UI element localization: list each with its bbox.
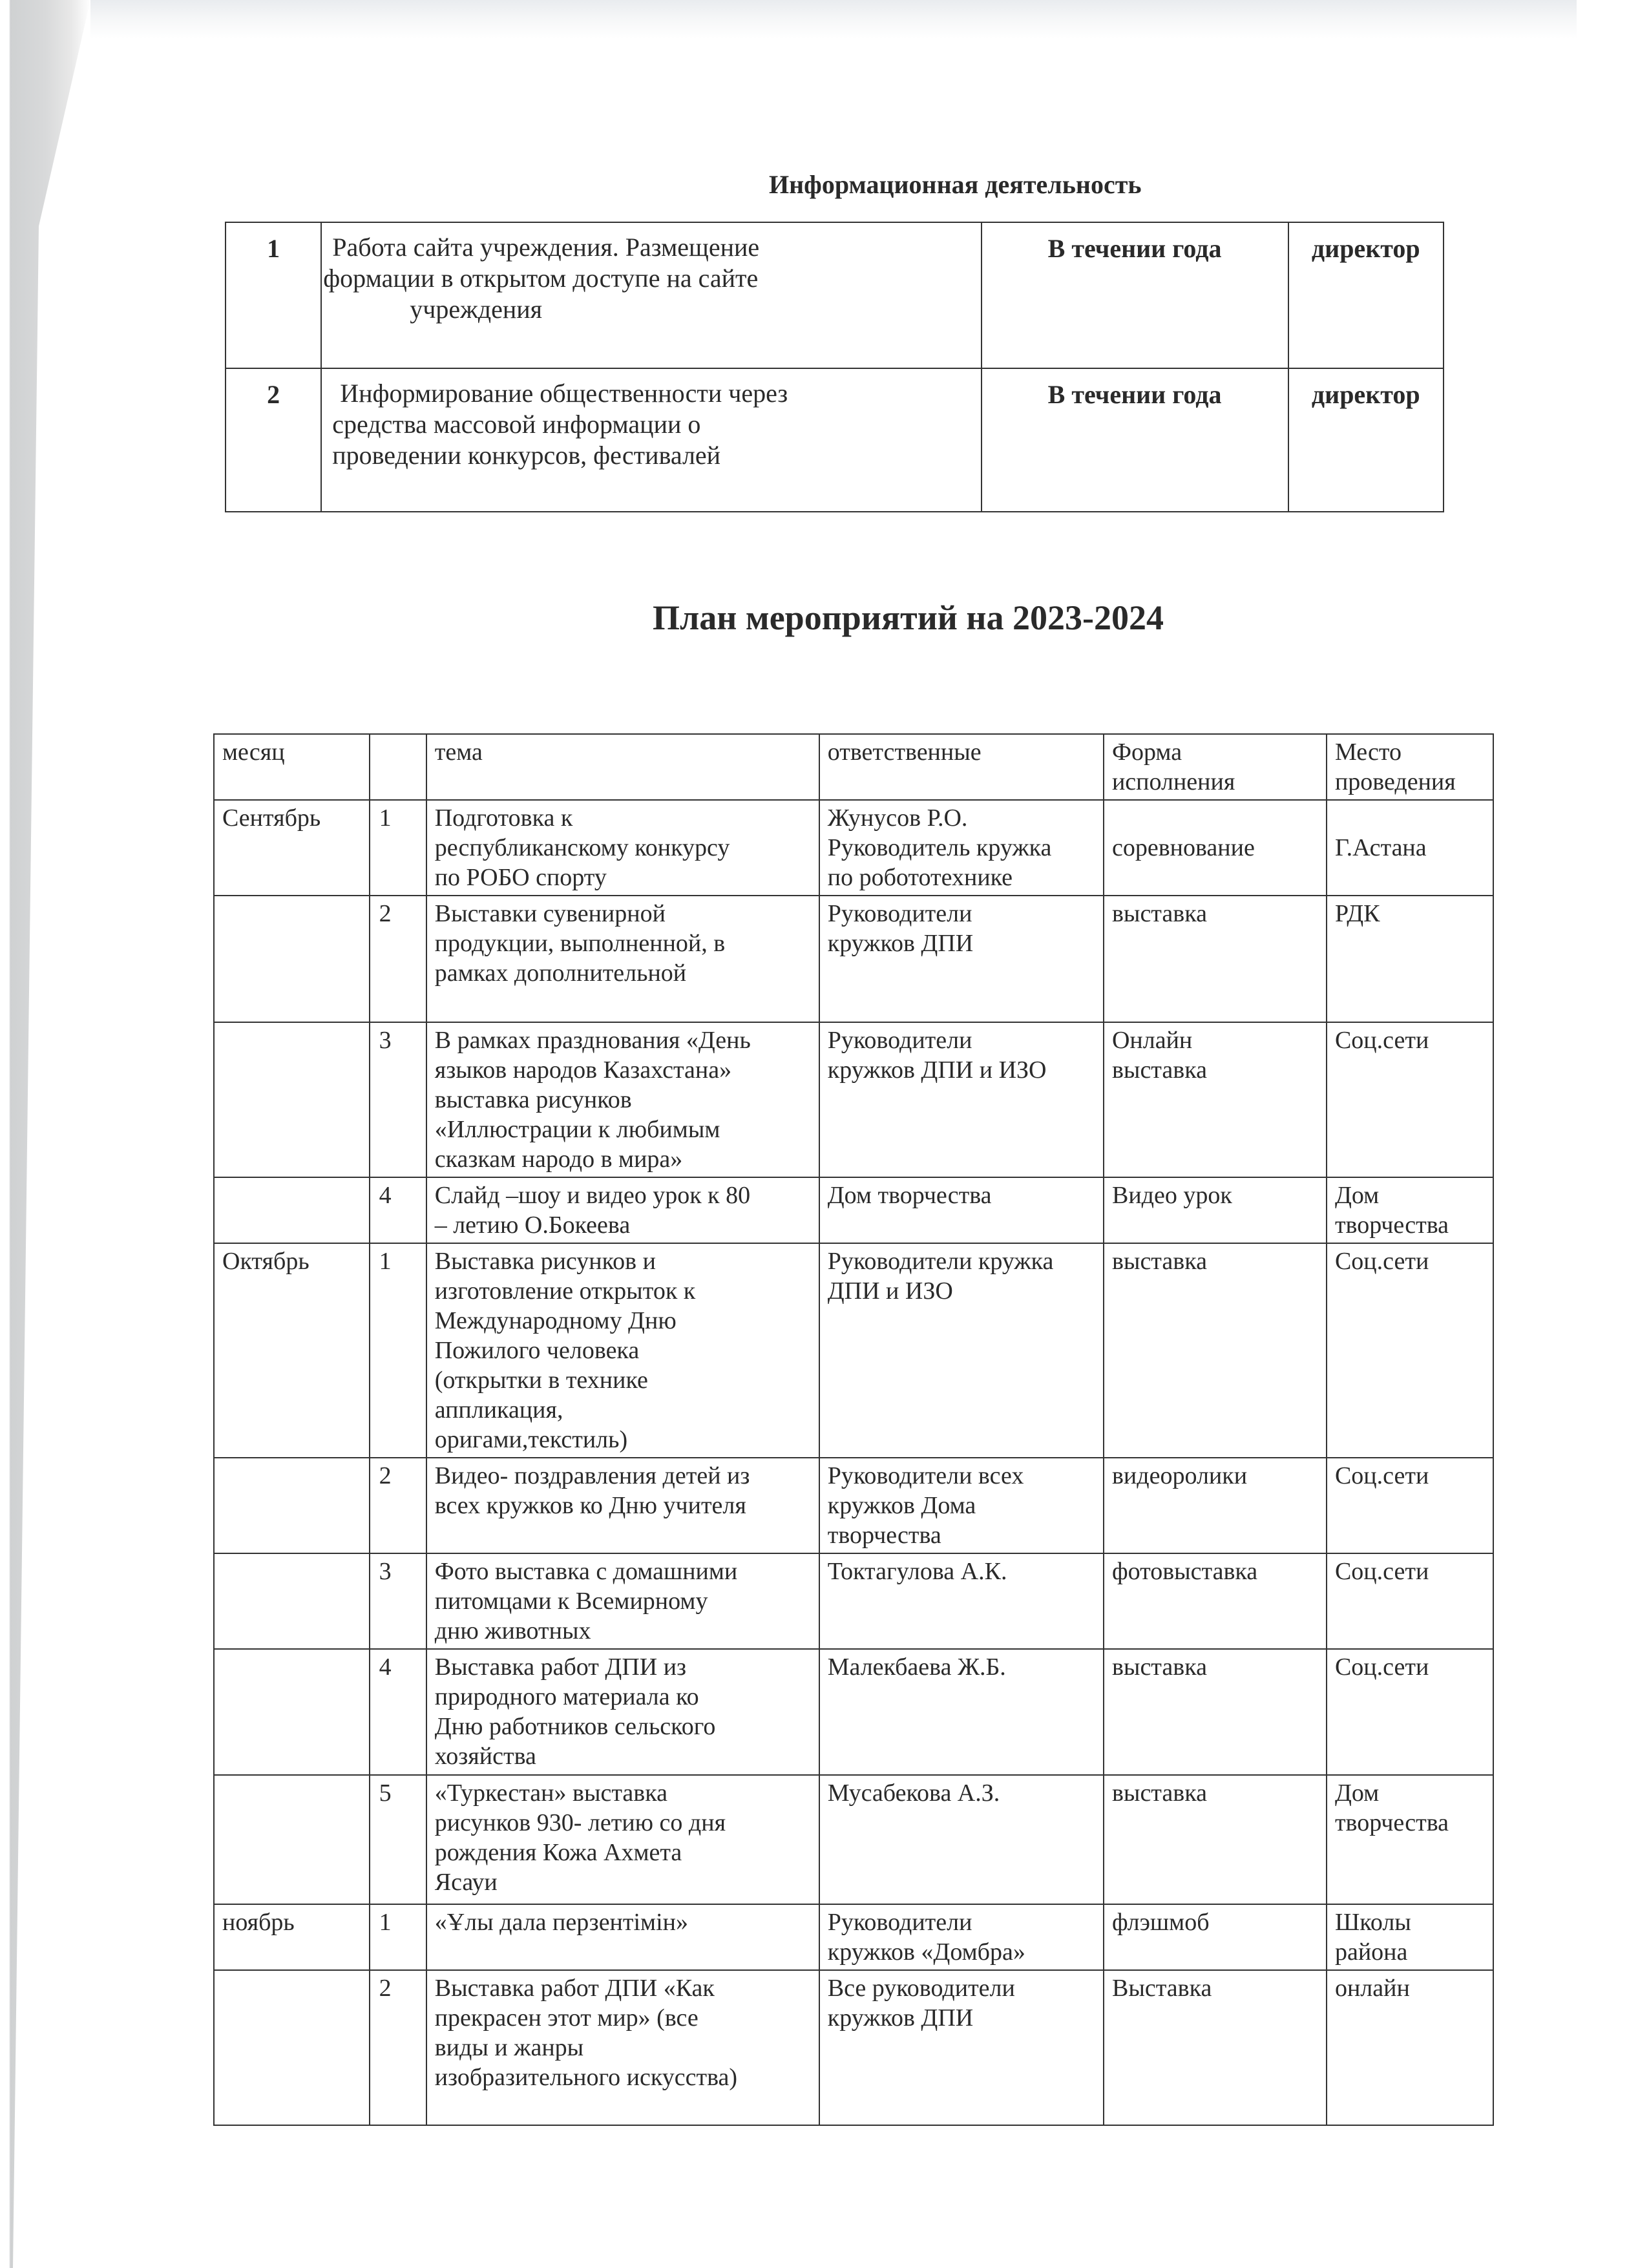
info-row-description — [321, 222, 981, 368]
cell-responsible: Руководители кружков ДПИ — [819, 896, 1104, 1022]
table-row — [214, 800, 1493, 896]
cell-topic: Видео- поздравления детей из всех кружков ко Дню учителя — [426, 1458, 819, 1553]
header-topic: тема — [426, 734, 819, 800]
cell-responsible: Все руководители кружков ДПИ — [819, 1970, 1104, 2125]
cell-place: Соц.сети — [1327, 1458, 1493, 1553]
cell-topic: «Ұлы дала перзентімін» — [426, 1904, 819, 1970]
cell-topic: Фото выставка с домашними питомцами к Всемирному дню животных — [426, 1553, 819, 1649]
info-row-responsible: директор — [1288, 368, 1444, 512]
info-row-description — [321, 368, 981, 512]
cell-month — [214, 1458, 370, 1553]
scan-shadow — [0, 0, 90, 2268]
cell-place: Соц.сети — [1327, 1649, 1493, 1775]
cell-responsible: Дом творчества — [819, 1177, 1104, 1243]
cell-number: 4 — [370, 1649, 426, 1775]
cell-place: РДК — [1327, 896, 1493, 1022]
cell-number: 1 — [370, 1904, 426, 1970]
header-place: Место проведения — [1327, 734, 1493, 800]
table-row — [214, 1904, 1493, 1970]
cell-responsible: Руководители всех кружков Дома творчества — [819, 1458, 1104, 1553]
table-row — [214, 1970, 1493, 2125]
cell-form: Выставка — [1104, 1970, 1327, 2125]
cell-number: 2 — [370, 896, 426, 1022]
table-header-row — [214, 734, 1493, 800]
cell-place: Школы района — [1327, 1904, 1493, 1970]
cell-topic: Слайд –шоу и видео урок к 80 – летию О.Бокеева — [426, 1177, 819, 1243]
cell-topic: Выставка рисунков и изготовление открыток к Международному Дню Пожилого человека (открытки в технике аппликация, оригами,текстиль) — [426, 1243, 819, 1458]
cell-place: Дом творчества — [1327, 1775, 1493, 1904]
info-activity-table — [225, 222, 1444, 512]
cell-number: 3 — [370, 1022, 426, 1177]
cell-place: онлайн — [1327, 1970, 1493, 2125]
description-line: Работа сайта учреждения. Размещение — [332, 233, 760, 262]
table-row — [214, 1177, 1493, 1243]
table-row — [214, 1022, 1493, 1177]
cell-form: видеоролики — [1104, 1458, 1327, 1553]
description-line: учреждения — [410, 295, 543, 324]
scan-haze — [90, 0, 1577, 39]
cell-form: флэшмоб — [1104, 1904, 1327, 1970]
cell-form: выставка — [1104, 1775, 1327, 1904]
cell-form: соревнование — [1104, 800, 1327, 896]
info-row-period: В течении года — [982, 368, 1288, 512]
cell-place: Соц.сети — [1327, 1022, 1493, 1177]
cell-month: Сентябрь — [214, 800, 370, 896]
cell-month: ноябрь — [214, 1904, 370, 1970]
cell-topic: «Туркестан» выставка рисунков 930- летию со дня рождения Кожа Ахмета Ясауи — [426, 1775, 819, 1904]
description-line: средства массовой информации о — [332, 410, 701, 439]
cell-number: 3 — [370, 1553, 426, 1649]
description-line: Информирование общественности через — [340, 379, 788, 408]
cell-form: выставка — [1104, 896, 1327, 1022]
description-line: проведении конкурсов, фестивалей — [332, 441, 721, 470]
cell-form: выставка — [1104, 1243, 1327, 1458]
table-row — [214, 1649, 1493, 1775]
cell-place: Дом творчества — [1327, 1177, 1493, 1243]
cell-place: Соц.сети — [1327, 1553, 1493, 1649]
cell-topic: В рамках празднования «День языков народов Казахстана» выставка рисунков «Иллюстрации к любимым сказкам народо в мира» — [426, 1022, 819, 1177]
cell-number: 2 — [370, 1970, 426, 2125]
cell-form: Видео урок — [1104, 1177, 1327, 1243]
cell-responsible: Жунусов Р.О. Руководитель кружка по робототехнике — [819, 800, 1104, 896]
info-row-number: 2 — [226, 368, 321, 512]
header-month: месяц — [214, 734, 370, 800]
events-plan-table — [213, 733, 1494, 2126]
cell-number: 1 — [370, 1243, 426, 1458]
cell-place: Г.Астана — [1327, 800, 1493, 896]
cell-form: Онлайн выставка — [1104, 1022, 1327, 1177]
info-row-number: 1 — [226, 222, 321, 368]
table-row — [214, 1553, 1493, 1649]
cell-responsible: Руководители кружка ДПИ и ИЗО — [819, 1243, 1104, 1458]
cell-responsible: Мусабекова А.З. — [819, 1775, 1104, 1904]
header-form: Форма исполнения — [1104, 734, 1327, 800]
cell-form: выставка — [1104, 1649, 1327, 1775]
cell-topic: Выставки сувенирной продукции, выполненной, в рамках дополнительной — [426, 896, 819, 1022]
info-row-responsible: директор — [1288, 222, 1444, 368]
info-section-title: Информационная деятельность — [769, 170, 1142, 199]
table-row — [214, 1775, 1493, 1904]
description-line: формации в открытом доступе на сайте — [323, 264, 759, 293]
info-row-period: В течении года — [982, 222, 1288, 368]
cell-responsible: Руководители кружков ДПИ и ИЗО — [819, 1022, 1104, 1177]
table-row — [214, 1458, 1493, 1553]
cell-number: 1 — [370, 800, 426, 896]
cell-number: 5 — [370, 1775, 426, 1904]
cell-month — [214, 1775, 370, 1904]
cell-number: 2 — [370, 1458, 426, 1553]
cell-responsible: Руководители кружков «Домбра» — [819, 1904, 1104, 1970]
cell-topic: Подготовка к республиканскому конкурсу по РОБО спорту — [426, 800, 819, 896]
cell-month — [214, 1022, 370, 1177]
cell-month: Октябрь — [214, 1243, 370, 1458]
cell-month — [214, 1649, 370, 1775]
info-row — [226, 368, 1444, 512]
table-row — [214, 896, 1493, 1022]
cell-month — [214, 1177, 370, 1243]
cell-place: Соц.сети — [1327, 1243, 1493, 1458]
cell-month — [214, 896, 370, 1022]
cell-month — [214, 1553, 370, 1649]
header-number — [370, 734, 426, 800]
header-responsible: ответственные — [819, 734, 1104, 800]
cell-topic: Выставка работ ДПИ «Как прекрасен этот мир» (все виды и жанры изобразительного искусства) — [426, 1970, 819, 2125]
table-row — [214, 1243, 1493, 1458]
cell-number: 4 — [370, 1177, 426, 1243]
cell-form: фотовыставка — [1104, 1553, 1327, 1649]
cell-responsible: Токтагулова А.К. — [819, 1553, 1104, 1649]
cell-month — [214, 1970, 370, 2125]
info-row — [226, 222, 1444, 368]
cell-responsible: Малекбаева Ж.Б. — [819, 1649, 1104, 1775]
cell-topic: Выставка работ ДПИ из природного материала ко Дню работников сельского хозяйства — [426, 1649, 819, 1775]
plan-title: План мероприятий на 2023-2024 — [653, 598, 1164, 637]
